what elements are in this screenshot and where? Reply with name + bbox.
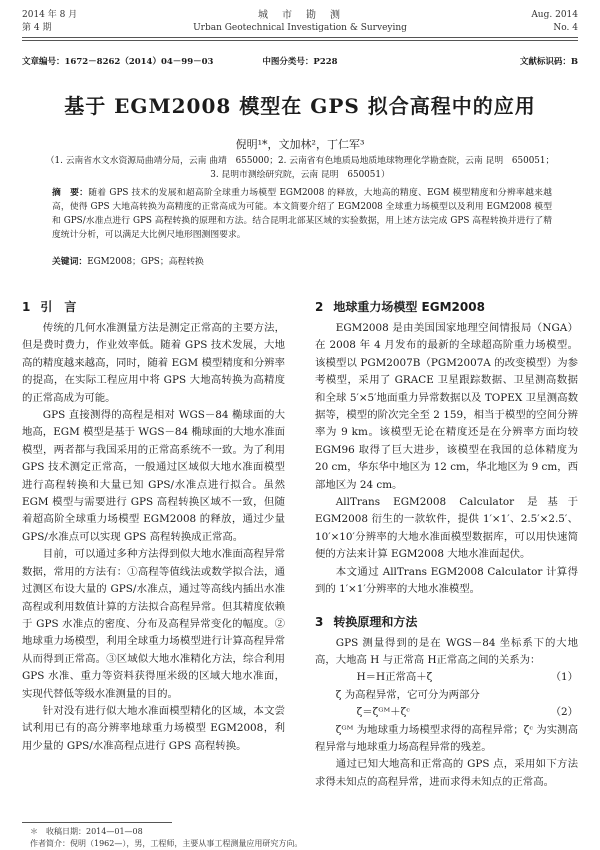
section-1-heading: [22, 298, 285, 316]
section-1-paragraph: 传统的几何水准测量方法是测定正常高的主要方法，但是费时费力，作业效率低。随着 GPS 技术发展，大地高的精度越来越高，同时，随着 EGM 模型精度和分辨率的提高，在实际工程应用中将 GPS 大地高转换为高精度的正常高成为可能。: [22, 322, 285, 404]
header-journal-title-en: Urban Geotechnical Investigation & Surveying: [193, 23, 407, 33]
equation-2: [315, 704, 578, 721]
keywords-label: 关键词：: [52, 257, 88, 267]
section-1-paragraph: 针对没有进行似大地水准面模型精化的区域，本文尝试利用已有的高分辨率地球重力场模型 EGM2008，利用少量的 GPS/水准高程点进行 GPS 高程转换。: [22, 704, 285, 752]
document-code: 文献标识码：B: [519, 57, 578, 67]
footnote-rule: [22, 822, 172, 823]
left-column: [22, 290, 285, 755]
author-list: 倪明¹*，文加林²，丁仁军³: [235, 138, 365, 151]
section-1-number: 1: [22, 300, 31, 314]
header-issue-year-month: 2014 年 8 月: [22, 10, 78, 20]
abstract: [52, 186, 552, 242]
equation-1-body: H＝H正常高＋ζ: [356, 671, 433, 684]
section-3-paragraph: 通过已知大地高和正常高的 GPS 点，采用如下方法求得未知点的高程异常，进而求得未知点的正常高。: [315, 758, 578, 788]
article-id: 文章编号：1672－8262（2014）04－99－03: [22, 57, 214, 67]
section-2-paragraph: AllTrans EGM2008 Calculator 是基于 EGM2008 衍生的一款软件，提供 1′×1′、2.5′×2.5′、10′×10′分辨率的大地水准面模型数据库，可以用快速简便的方法来计算 EGM2008 大地水准面起伏。: [315, 496, 578, 561]
header-issue-number-en: No. 4: [553, 23, 578, 33]
equation-2-body: ζ＝ζᴳᴹ＋ζᶜ: [356, 706, 410, 719]
section-1-title: 引 言: [40, 300, 77, 314]
equation-1: [315, 669, 578, 686]
section-1-paragraph: 目前，可以通过多种方法得到似大地水准面高程异常数据，常用的方法有：①高程等值线法或数学拟合法，通过测区布设大量的 GPS/水准点，通过等高线内插出水准高程或利用数值计算的方法拟合高程异常。但其精度依赖于 GPS 水准点的密度、分布及高程异常变化的幅度。②地球重力场模型，利用全球重力场模型进行计算高程异常从而得到正常高。③区域似大地水准精化方法，综合利用 GPS 水准、重力等资料获得厘米级的区域大地水准面，实现代替低等级水准测量的目的。: [22, 548, 285, 700]
header-rule-bottom: [22, 40, 578, 41]
right-column: [315, 290, 578, 791]
section-2-number: 2: [315, 300, 324, 314]
section-3-title: 转换原理和方法: [333, 614, 418, 629]
section-2-heading: [315, 298, 578, 316]
equation-2-number: （2）: [550, 706, 578, 719]
footnote-author-bio: 作者简介：倪明（1962—），男，工程师，主要从事工程测量应用研究方向。: [30, 839, 303, 848]
equation-1-number: （1）: [550, 671, 578, 684]
paper-title: 基于 EGM2008 模型在 GPS 拟合高程中的应用: [64, 94, 536, 118]
affiliation-line-1: （1. 云南省水文水资源局曲靖分局，云南 曲靖 655000；2. 云南省有色地质局地质地球物理化学勘查院，云南 昆明 650051；: [45, 156, 555, 166]
section-3-paragraph: ζ 为高程异常，它可分为两部分: [335, 688, 480, 701]
affiliation-line-2: 3. 昆明市测绘研究院，云南 昆明 650051）: [210, 170, 390, 180]
section-2-title: 地球重力场模型 EGM2008: [333, 300, 485, 314]
abstract-text: 随着 GPS 技术的发展和超高阶全球重力场模型 EGM2008 的释放，大地高的精度、EGM 模型精度和分辨率越来越高，使得 GPS 大地高转换为高精度的正常高成为可能。本文简要介绍了 EGM2008 全球重力场模型以及利用 EGM2008 模型和 GPS/水准点进行 GPS 高程转换的原理和方法。结合昆明北部某区域的实验数据，用上述方法完成 GPS 高程转换并进行了精度统计分析，可以满足大比例尺地形图测图要求。: [52, 188, 552, 240]
clc-number: 中图分类号：P228: [262, 57, 338, 67]
section-3-heading: [315, 613, 578, 631]
keywords-text: EGM2008；GPS；高程转换: [87, 257, 204, 267]
section-3-paragraph: ζᴳᴹ 为地球重力场模型求得的高程异常；ζᶜ 为实测高程异常与地球重力场高程异常的残差。: [315, 723, 578, 753]
header-issue-date-en: Aug. 2014: [531, 10, 578, 20]
footnote-received-date: ＊ 收稿日期：2014—01—08: [30, 827, 143, 836]
header-issue-number-cn: 第 4 期: [22, 23, 52, 33]
section-1-paragraph: GPS 直接测得的高程是相对 WGS－84 椭球面的大地高，EGM 模型是基于 WGS－84 椭球面的大地水准面模型，两者都与我国采用的正常高系统不一致。为了利用 GPS 技术测定正常高，一般通过区域似大地水准面模型进行高程转换和大量已知 GPS/水准点进行拟合。虽然 EGM 模型与需要进行 GPS 高程转换区域不一致，但随着超高阶全球重力场模型 EGM2008 的释放，通过少量 GPS/水准点可以实现 GPS 高程转换成正常高。: [22, 409, 285, 543]
header-journal-title-cn: 城 市 勘 测: [258, 10, 342, 21]
section-2-paragraph: 本文通过 AllTrans EGM2008 Calculator 计算得到的 1′×1′分辨率的大地水准模型。: [315, 565, 578, 596]
section-3-number: 3: [315, 614, 324, 629]
header-rule-top: [22, 37, 578, 38]
abstract-label: 摘 要：: [52, 188, 89, 198]
keywords: [52, 254, 552, 267]
section-2-paragraph: EGM2008 是由美国国家地理空间情报局（NGA）在 2008 年 4 月发布的最新的全球超高阶重力场模型。该模型以 PGM2007B（PGM2007A 的改变模型）为参考模型，采用了 GRACE 卫星跟踪数据、卫星测高数据和全球 5′×5′地面重力异常数据以及 TOPEX 卫星测高数据等，模型的阶次完全至 2 159，相当于模型的空间分辨率为 9 km。该模型无论在精度还是在分辨率方面均较 EGM96 取得了巨大进步，该模型在我国的总体精度为 20 cm，华东华中地区为 12 cm，华北地区为 9 cm，西部地区为 24 cm。: [315, 322, 578, 491]
section-3-paragraph: GPS 测量得到的是在 WGS－84 坐标系下的大地高，大地高 H 与正常高 H正常高之间的关系为：: [315, 636, 578, 666]
